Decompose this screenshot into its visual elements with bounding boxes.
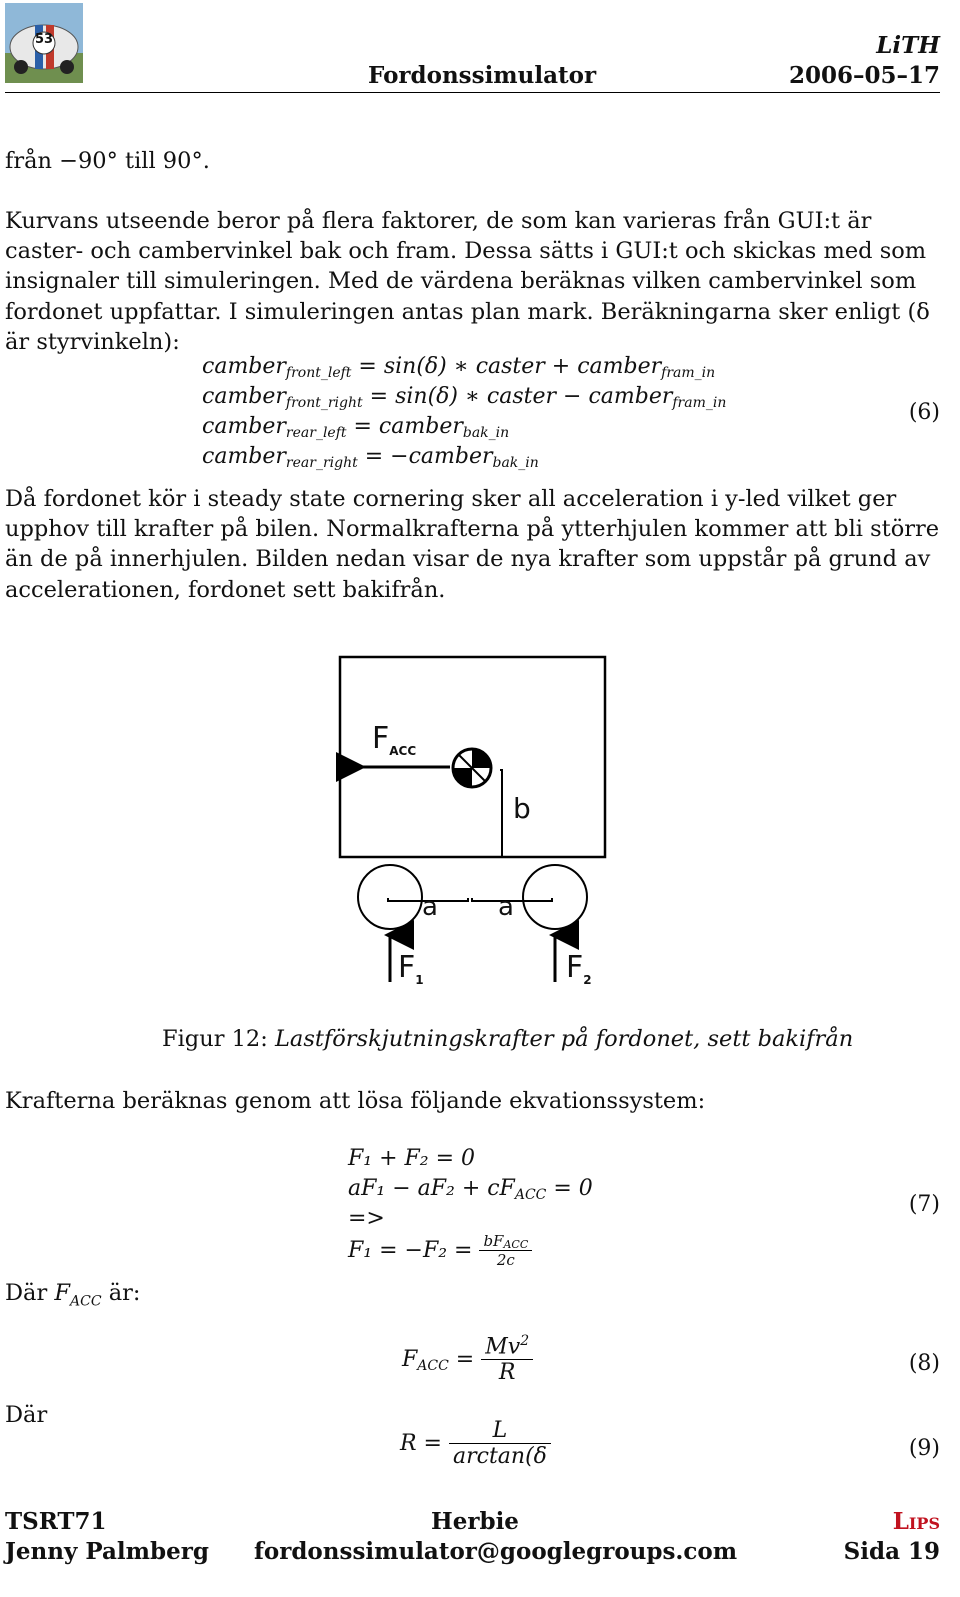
a-label-left: a: [422, 892, 438, 922]
eq6-line-1: camber$_{front\_left}$ = sin(δ) ∗ caster + camber$_{fram\_in}$: [202, 354, 716, 381]
author-name: Jenny Palmberg: [5, 1538, 209, 1565]
dar-line: Där: [5, 1402, 48, 1428]
paragraph-system: Krafterna beräknas genom att lösa följande ekvationssystem:: [5, 1088, 706, 1114]
eq7-line-3: =>: [348, 1206, 385, 1231]
course-code: TSRT71: [5, 1508, 107, 1535]
range-line: från −90° till 90°.: [5, 148, 210, 174]
eq8-formula: $F_{ACC}$ = $\frac{Mv^2}{R}$: [402, 1333, 533, 1385]
eq8-number: (8): [908, 1351, 940, 1376]
left-wheel: [358, 865, 422, 929]
lips-logo: Lips: [892, 1508, 940, 1535]
right-wheel: [523, 865, 587, 929]
eq7-line-2: $aF_1 - aF_2 + cF_{ACC} = 0$: [348, 1176, 593, 1203]
contact-email: fordonssimulator@googlegroups.com: [254, 1538, 738, 1565]
facc-label: $F_{ACC}$: [372, 721, 417, 758]
eq7-line-4: F₁ = −F₂ = $\frac{bF_{ACC}}{2c}$: [348, 1232, 532, 1269]
b-bracket: [500, 770, 502, 857]
f2-label: $F_2$: [566, 950, 592, 987]
eq9-formula: R = $\frac{L}{\arctan(\delta}$: [400, 1418, 551, 1469]
f1-label: $F_1$: [398, 950, 424, 987]
logo-number: 53: [34, 32, 54, 47]
eq6-line-4: camber$_{rear\_right}$ = −camber$_{bak\_in}$: [202, 444, 539, 471]
org-name: LiTH: [876, 32, 940, 59]
a-label-right: a: [498, 892, 514, 922]
eq6-number: (6): [908, 400, 940, 425]
eq6-line-2: camber$_{front\_right}$ = sin(δ) ∗ caster − camber$_{fram\_in}$: [202, 384, 727, 411]
eq7-number: (7): [908, 1192, 940, 1217]
center-of-gravity-icon: [453, 749, 491, 787]
project-name: Herbie: [431, 1508, 519, 1535]
dar-facc-line: Där $F_{ACC}$ är:: [5, 1280, 141, 1310]
paragraph-cornering: Då fordonet kör i steady state cornering sker all acceleration i y-led vilket ger upphov till krafter på bilen. Normalkrafterna på ytterhjulen kommer att bli större än de på innerhjulen. Bilden nedan visar de nya krafter som uppstår på grund av accelerationen, fordonet sett bakifrån.: [5, 486, 940, 603]
document-date: 2006–05–17: [788, 62, 940, 89]
paragraph-camber: Kurvans utseende beror på flera faktorer, de som kan varieras från GUI:t är caster- och cambervinkel bak och fram. Dessa sätts i GUI:t och skickas med som insignaler till simuleringen. Med de värdena beräknas vilken cambervinkel som fordonet uppfattar. I simuleringen antas plan mark. Beräkningarna sker enligt (δ är styrvinkeln):: [5, 208, 930, 355]
herbie-logo: [5, 3, 83, 83]
figure-caption: Figur 12: Lastförskjutningskrafter på fordonet, sett bakifrån: [162, 1026, 854, 1052]
eq9-number: (9): [908, 1436, 940, 1461]
page-number: Sida 19: [843, 1538, 940, 1565]
force-diagram: [330, 650, 620, 1000]
document-title: Fordonssimulator: [368, 62, 597, 89]
header-rule: [5, 92, 940, 93]
eq7-line-1: F₁ + F₂ = 0: [348, 1146, 476, 1171]
b-label: b: [513, 792, 531, 825]
eq6-line-3: camber$_{rear\_left}$ = camber$_{bak\_in}$: [202, 414, 510, 441]
